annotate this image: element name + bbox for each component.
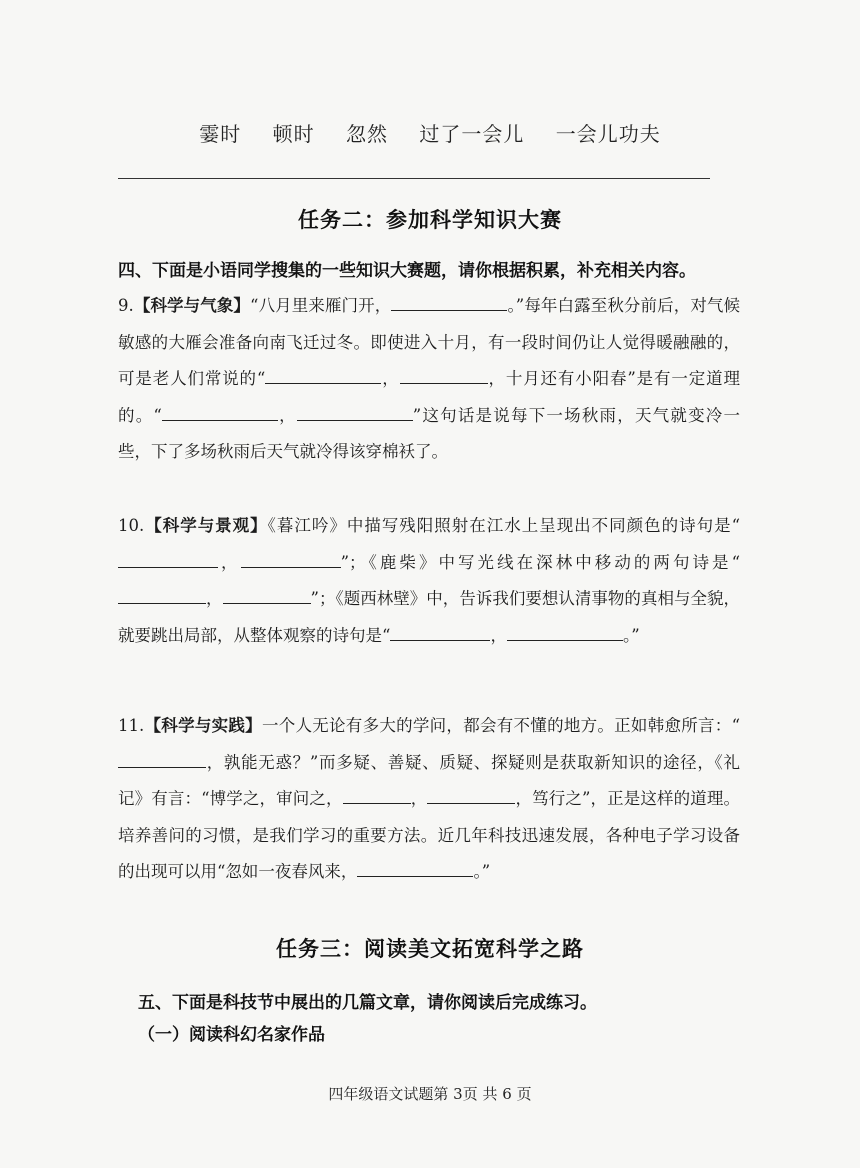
question-5-heading: 五、下面是科技节中展出的几篇文章，请你阅读后完成练习。: [138, 993, 597, 1013]
word-bank-item: 过了一会儿: [419, 122, 525, 146]
question-9-text: ，: [277, 405, 297, 425]
question-10-text: 《暮江吟》中描写残阳照射在江水上呈现出不同颜色的诗句是“: [267, 516, 741, 535]
question-11-tag: 【科学与实践】: [144, 716, 262, 735]
question-11: [118, 708, 740, 891]
answer-blank[interactable]: [118, 751, 206, 768]
question-11-number: 11.: [118, 716, 145, 735]
question-5-subheading: （一）阅读科幻名家作品: [138, 1025, 325, 1045]
task2-title: 任务二：参加科学知识大赛: [298, 208, 562, 232]
question-10-text: ，: [206, 589, 223, 608]
word-bank-item: 霎时: [199, 122, 242, 146]
question-9-tag: 【科学与气象】: [133, 296, 251, 315]
question-10-tag: 【科学与景观】: [144, 516, 268, 535]
question-10: [118, 508, 740, 654]
answer-blank[interactable]: [162, 404, 278, 421]
question-11-text: ，: [410, 789, 428, 808]
question-10-text: 。”: [622, 625, 640, 645]
answer-blank[interactable]: [265, 367, 381, 384]
answer-blank[interactable]: [223, 587, 311, 604]
section-divider: [118, 178, 710, 179]
answer-blank[interactable]: [118, 587, 206, 604]
answer-blank[interactable]: [118, 551, 218, 568]
question-9-number: 9.: [118, 296, 134, 315]
answer-blank[interactable]: [507, 624, 623, 641]
answer-blank[interactable]: [357, 860, 473, 877]
task3-title: 任务三：阅读美文拓宽科学之路: [276, 937, 584, 961]
question-11-text: ，笃行之”，正是这样的道理。培养善问的习惯，是我们学习的重要方法。近几年科技迅速发展，各种电子学习设备的出现可以用“忽如一夜春风来，: [118, 789, 741, 881]
question-4-heading: 四、下面是小语同学搜集的一些知识大赛题，请你根据积累，补充相关内容。: [118, 261, 696, 281]
question-9: [118, 288, 740, 471]
question-10-text: ”；《鹿柴》中写光线在深林中移动的两句诗是“: [340, 552, 741, 572]
word-bank: [0, 118, 860, 147]
answer-blank[interactable]: [390, 624, 490, 641]
question-11-text: 。”: [473, 862, 491, 881]
question-11-text: ，孰能无惑？”而多疑、善疑、质疑、探疑则是获取新知识的途径，《礼记》有言：“博学之，审问之，: [118, 752, 740, 808]
question-10-text: ”；《题西林壁》中，告诉我们要想认清事物的真相与全貌，就要跳出局部，从整体观察的诗句是“: [118, 589, 741, 645]
word-bank-item: 顿时: [272, 122, 315, 146]
answer-blank[interactable]: [400, 367, 488, 384]
word-bank-item: 忽然: [346, 122, 388, 146]
question-9-text: ”这句话是说每下一场秋雨，天气就变冷一些，下了多场秋雨后天气就冷得该穿棉袄了。: [118, 405, 741, 461]
question-11-text: 一个人无论有多大的学问，都会有不懂的地方。正如韩愈所言：“: [261, 716, 741, 735]
question-9-text: ，: [381, 369, 400, 388]
question-10-number: 10.: [118, 516, 145, 535]
answer-blank[interactable]: [427, 787, 515, 804]
question-9-text: “八月里来雁门开，: [250, 296, 392, 315]
answer-blank[interactable]: [391, 294, 507, 311]
answer-blank[interactable]: [343, 787, 411, 804]
word-bank-item: 一会儿功夫: [555, 122, 661, 146]
page-footer: 四年级语文试题第 3页 共 6 页: [328, 1085, 532, 1103]
answer-blank[interactable]: [297, 404, 413, 421]
question-10-text: ，: [218, 552, 241, 572]
answer-blank[interactable]: [241, 551, 341, 568]
question-9-text: 。”每年白露至秋分前后，对气候敏感的大雁会准备向南飞迁过冬。即使进入十月，有一段时间仍让人觉得暖融融的，可是老人们常说的“: [118, 296, 741, 388]
question-10-text: ，: [490, 625, 507, 645]
question-9-text: ，十月还有小阳春”是有一定道理的。“: [118, 369, 741, 425]
